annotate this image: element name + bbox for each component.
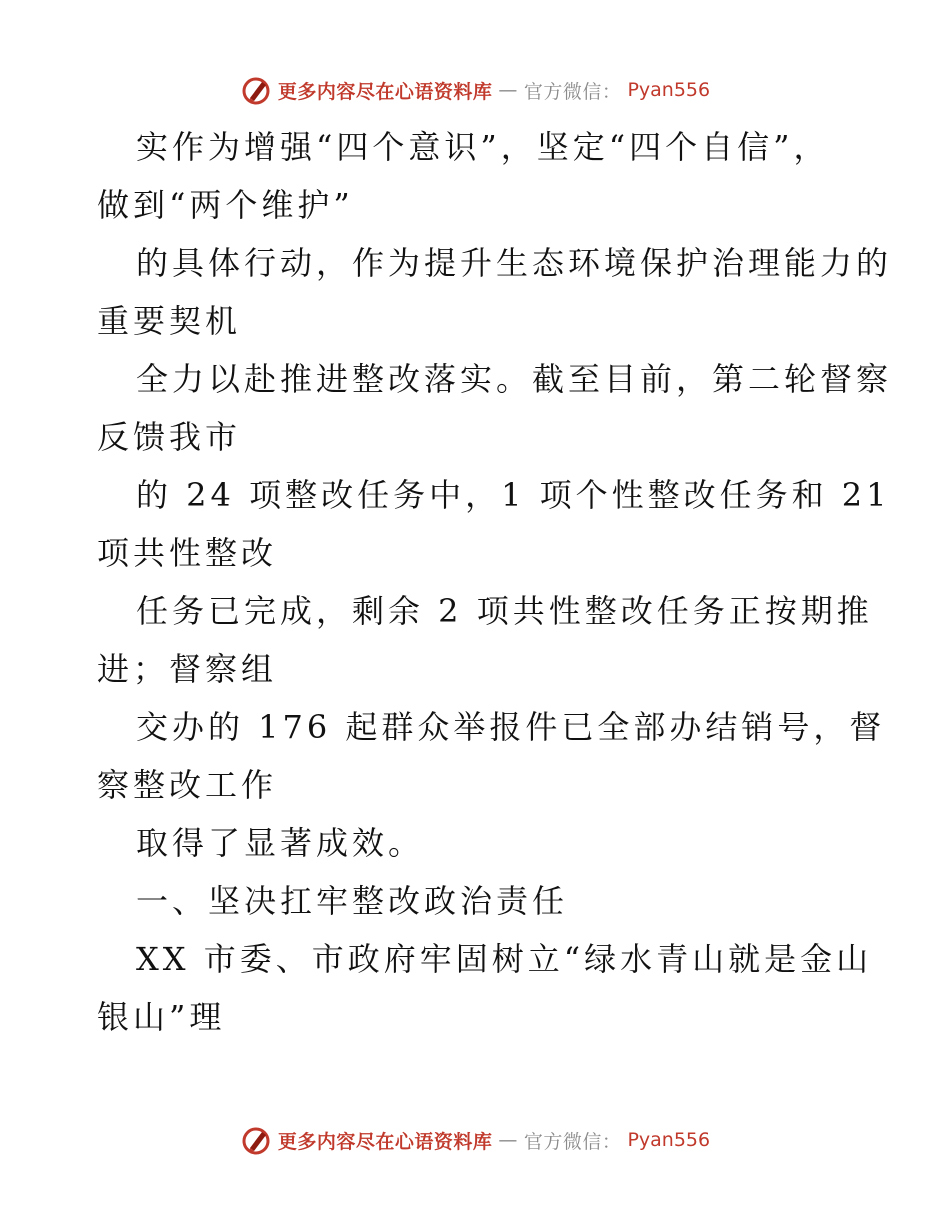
text-line: XX 市委、市政府牢固树立“绿水青山就是金山: [136, 940, 873, 978]
text-line: 重要契机: [97, 302, 242, 340]
watermark-label: 官方微信：: [523, 1130, 622, 1153]
pen-logo-icon: [240, 74, 272, 106]
text-line: 察整改工作: [97, 766, 278, 804]
watermark-id: Pyan556: [627, 79, 711, 101]
footer-watermark: [0, 1120, 950, 1160]
text-line: 任务已完成，剩余 2 项共性整改任务正按期推: [136, 592, 873, 630]
text-line: 全力以赴推进整改落实。截至目前，第二轮督察: [136, 360, 893, 398]
watermark-separator: —: [498, 79, 518, 101]
header-watermark: [0, 70, 950, 110]
text-line: 银山”理: [97, 998, 226, 1036]
watermark-inner: [240, 1124, 710, 1156]
watermark-separator: —: [498, 1129, 518, 1151]
text-line: 反馈我市: [97, 418, 242, 456]
document-body: [97, 118, 893, 1046]
text-line: 交办的 176 起群众举报件已全部办结销号，督: [136, 708, 886, 746]
watermark-label: 官方微信：: [523, 80, 622, 103]
pen-logo-icon: [240, 1124, 272, 1156]
text-line: 做到“两个维护”: [97, 186, 354, 224]
section-heading: 一、坚决扛牢整改政治责任: [136, 882, 569, 920]
text-line: 取得了显著成效。: [136, 824, 425, 862]
text-line: 的 24 项整改任务中，1 项个性整改任务和 21: [136, 476, 891, 514]
text-line: 项共性整改: [97, 534, 278, 572]
watermark-brand: 更多内容尽在心语资料库: [277, 80, 493, 103]
text-line: 的具体行动，作为提升生态环境保护治理能力的: [136, 244, 893, 282]
text-line: 实作为增强“四个意识”，坚定“四个自信”，: [136, 128, 830, 166]
watermark-id: Pyan556: [627, 1129, 711, 1151]
watermark-inner: [240, 74, 710, 106]
text-line: 进；督察组: [97, 650, 278, 688]
watermark-brand: 更多内容尽在心语资料库: [277, 1130, 493, 1153]
